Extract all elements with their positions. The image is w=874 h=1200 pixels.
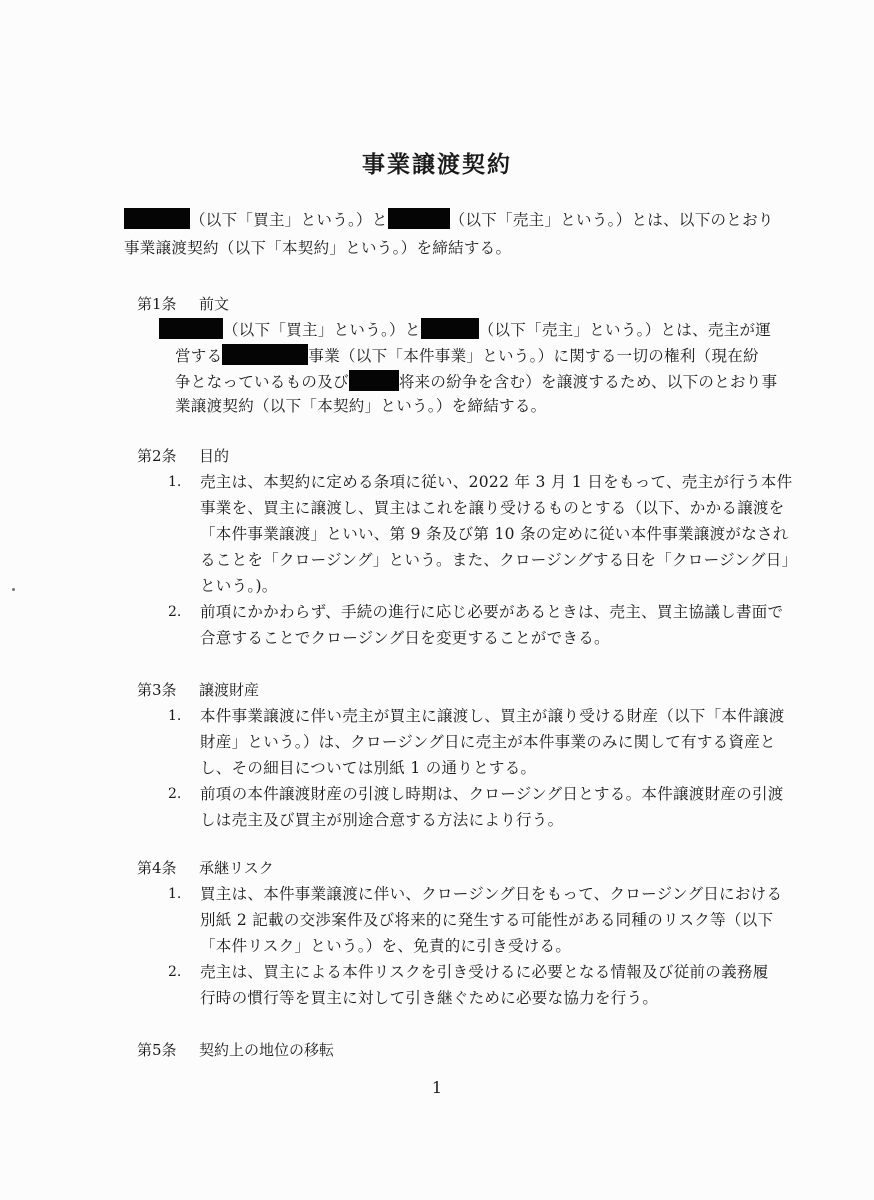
intro-text-seller: （以下「売主」という。）とは、以下のとおり [449,211,774,229]
article-1-heading [137,294,229,314]
article-1-text: 争となっているもの及び [175,373,349,391]
article-number: 第3条 [137,681,177,699]
article-title: 前文 [199,295,230,313]
item-number: 1. [168,708,182,724]
page-number: 1 [431,1078,443,1097]
article-title: 契約上の地位の移転 [199,1041,335,1059]
article-3-item-1-line: 財産」という。）は、クロージング日に売主が本件事業のみに関して有する資産と [200,733,776,751]
article-2-item-2-line: 前項にかかわらず、手続の進行に応じ必要があるときは、売主、買主協議し書面で [200,603,784,621]
article-1-text: 事業（以下「本件事業」という。）に関する一切の権利（現在紛 [308,347,759,365]
intro-line-2: 事業譲渡契約（以下「本契約」という。）を締結する。 [124,239,512,257]
article-number: 第5条 [137,1041,177,1059]
article-1-text: （以下「売主」という。）とは、売主が運 [478,321,772,339]
article-number: 第4条 [137,859,177,877]
article-2-item-1-line: 事業を、買主に譲渡し、買主はこれを譲り受けるものとする（以下、かかる譲渡を [200,499,785,517]
article-4-item-1-line: 「本件リスク」という。）を、免責的に引き受ける。 [200,937,572,955]
item-number: 2. [168,964,182,980]
article-5-heading [137,1040,334,1060]
article-1-line-2 [175,344,759,366]
article-4-item-2-line: 売主は、買主による本件リスクを引き受けるに必要となる情報及び従前の義務履 [200,963,769,981]
article-1-line-3 [175,370,777,392]
article-4-item-2-line: 行時の慣行等を買主に対して引き継ぐために必要な協力を行う。 [200,989,659,1007]
redaction-block [388,208,450,229]
article-title: 承継リスク [199,859,274,877]
article-2-item-1-line: という。)。 [200,577,278,595]
redaction-block [159,318,223,339]
article-1-text: 将来の紛争を含む）を譲渡するため、以下のとおり事 [398,373,778,391]
article-1-line-4: 業譲渡契約（以下「本契約」という。）を締結する。 [175,397,547,415]
article-number: 第2条 [137,447,177,465]
scan-speck [12,588,15,591]
article-2-item-1-line: 「本件事業譲渡」といい、第 9 条及び第 10 条の定めに従い本件事業譲渡がなされ [200,525,789,543]
redaction-block [349,370,399,391]
redaction-block [124,208,190,229]
article-4-item-1-line: 買主は、本件事業譲渡に伴い、クロージング日をもって、クロージング日における [200,885,783,903]
item-number: 2. [168,604,182,620]
article-3-item-1-line: し、その細目については別紙 1 の通りとする。 [200,759,537,777]
article-1-text: 営する [175,347,223,365]
article-2-item-1-line: ることを「クロージング」という。また、クロージングする日を「クロージング日」 [200,551,798,569]
item-number: 1. [168,474,182,490]
article-2-item-2-line: 合意することでクロージング日を変更することができる。 [200,629,610,647]
article-4-heading [137,858,274,878]
article-3-item-2-line: 前項の本件譲渡財産の引渡し時期は、クロージング日とする。本件譲渡財産の引渡 [200,785,784,803]
article-1-text: （以下「買主」という。）と [223,321,421,339]
article-3-item-2-line: しは売主及び買主が別途合意する方法により行う。 [200,811,564,829]
redaction-block [421,318,479,339]
item-number: 2. [168,786,182,802]
document-title: 事業譲渡契約 [362,151,512,178]
article-4-item-1-line: 別紙 2 記載の交渉案件及び将来的に発生する可能性がある同種のリスク等（以下 [200,911,774,929]
intro-text-buyer: （以下「買主」という。）と [190,211,388,229]
article-number: 第1条 [137,295,177,313]
article-2-item-1-line: 売主は、本契約に定める条項に従い、2022 年 3 月 1 日をもって、売主が行う本件 [200,473,793,491]
redaction-block [222,344,308,365]
item-number: 1. [168,886,182,902]
article-2-heading [137,446,229,466]
article-3-heading [137,680,259,700]
article-title: 譲渡財産 [199,681,260,699]
intro-line-1 [124,208,774,230]
article-1-line-1 [159,318,771,340]
article-3-item-1-line: 本件事業譲渡に伴い売主が買主に譲渡し、買主が譲り受ける財産（以下「本件譲渡 [200,707,785,725]
article-title: 目的 [199,447,230,465]
